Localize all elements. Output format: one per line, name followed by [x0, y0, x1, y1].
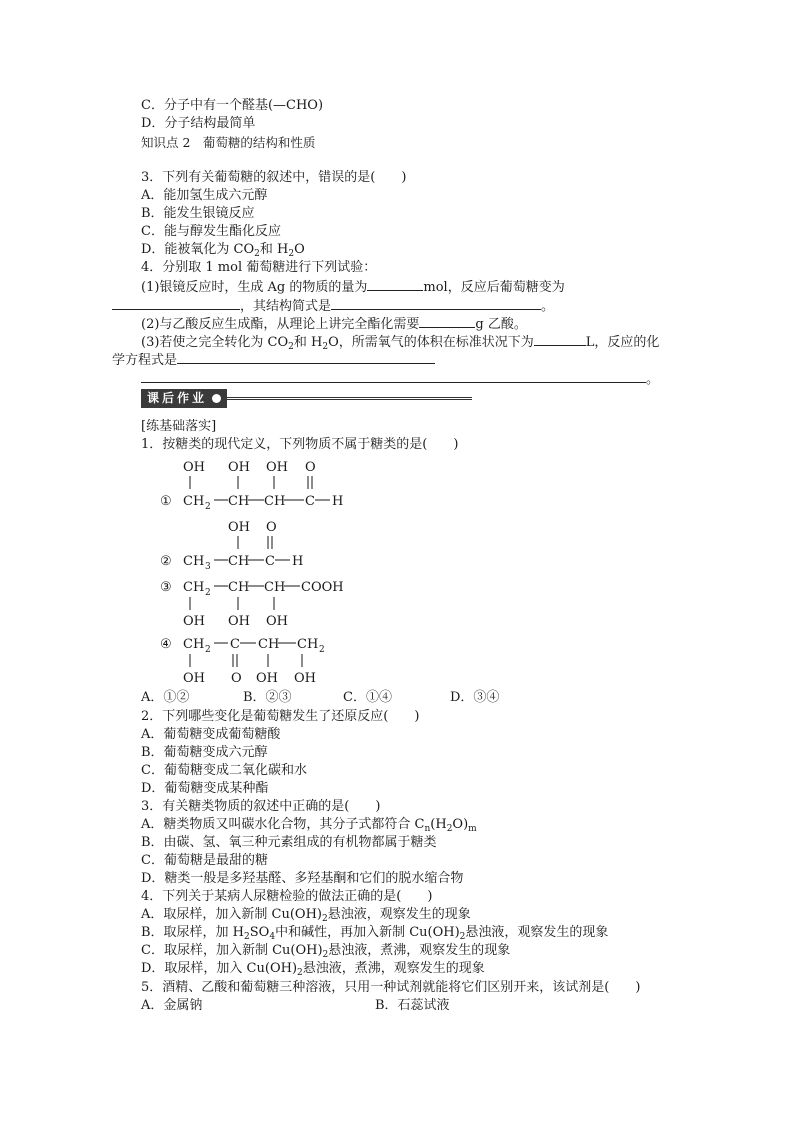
cooh-label: COOH [301, 580, 344, 595]
oh-label: OH [266, 460, 288, 475]
subsection-label: [练基础落实] [141, 419, 217, 434]
oh-label: OH [228, 614, 250, 629]
o-label: O [231, 671, 242, 686]
h-label: H [332, 494, 344, 509]
q3-stem: 3．下列有关葡萄糖的叙述中，错误的是( ) [141, 170, 407, 185]
oh-label: OH [256, 671, 278, 686]
answer-blank[interactable] [534, 332, 586, 346]
ch-label: CH [228, 494, 250, 509]
hq2-stem: 2．下列哪些变化是葡萄糖发生了还原反应( ) [141, 709, 420, 724]
hq1-option-b: B．②③ [243, 690, 292, 705]
hq2-option-a: A．葡萄糖变成葡萄糖酸 [141, 727, 281, 742]
q3-option-b: B．能发生银镜反应 [141, 206, 255, 221]
oh-label: OH [266, 614, 288, 629]
homework-banner [141, 389, 472, 408]
subscript-2: 2 [205, 645, 211, 655]
number-2: ② [160, 554, 172, 569]
oh-label: OH [183, 671, 205, 686]
oh-label: OH [183, 614, 205, 629]
ch3-label: CH [183, 554, 205, 569]
hq1-option-a: A．①② [141, 690, 190, 705]
hq4-option-a: A．取尿样，加入新制 $Cu(OH)_2$悬浊液，观察发生的现象 [141, 907, 471, 924]
ch2-label: CH [297, 637, 319, 652]
q4-part3-line: 。 [141, 369, 659, 388]
hq3-option-b: B．由碳、氢、氧三种元素组成的有机物都属于糖类 [141, 835, 437, 850]
hq4-option-d: D．取尿样，加入 $Cu(OH)_2$悬浊液，煮沸，观察发生的现象 [141, 961, 485, 978]
subscript-2: 2 [319, 645, 325, 655]
oh-label: OH [228, 520, 250, 535]
oh-label: OH [183, 460, 205, 475]
oh-label: OH [228, 460, 250, 475]
answer-blank[interactable] [177, 350, 435, 364]
hq5-stem: 5．酒精、乙酸和葡萄糖三种溶液，只用一种试剂就能将它们区别开来，该试剂是( ) [141, 980, 641, 995]
hq3-option-a: A．糖类物质又叫碳水化合物，其分子式都符合 $C_n(H_2O)_m$ [141, 817, 477, 834]
q4-part1: (1)银镜反应时，生成 Ag 的物质的量为 mol，反应后葡萄糖变为 [141, 277, 565, 296]
hq2-option-c: C．葡萄糖变成二氧化碳和水 [141, 763, 307, 778]
hq5-option-b: B．石蕊试液 [375, 998, 450, 1013]
c-label: C [265, 554, 275, 569]
answer-blank[interactable] [112, 296, 240, 310]
number-1: ① [160, 494, 172, 509]
c-label: C [230, 637, 240, 652]
o-label: O [305, 460, 316, 475]
answer-blank[interactable] [419, 314, 475, 328]
ch2-label: CH [183, 637, 205, 652]
bullet-icon [212, 394, 221, 403]
subscript-2: 2 [205, 502, 211, 512]
option-d-text: D．分子结构最简单 [141, 116, 256, 131]
ch-label: CH [258, 637, 280, 652]
hq3-option-c: C．葡萄糖是最甜的糖 [141, 853, 268, 868]
hq1-stem: 1．按糖类的现代定义，下列物质不属于糖类的是( ) [141, 437, 459, 452]
answer-blank[interactable] [141, 369, 646, 383]
c-label: C [305, 494, 315, 509]
number-3: ③ [160, 580, 172, 595]
answer-blank[interactable] [331, 296, 541, 310]
ch-label: CH [264, 580, 286, 595]
hq1-option-c: C．①④ [343, 690, 392, 705]
homework-tag: 课后作业 [141, 389, 227, 408]
ch-label: CH [228, 554, 250, 569]
hq4-option-c: C．取尿样，加入新制 $Cu(OH)_2$悬浊液，煮沸，观察发生的现象 [141, 943, 511, 960]
ch2-label: CH [183, 494, 205, 509]
q3-option-d: D．能被氧化为 $CO_2$和 $H_2O$ [141, 242, 305, 259]
q4-part1-cont: ，其结构简式是 。 [112, 296, 554, 315]
q4-part2: (2)与乙酸反应生成酯，从理论上讲完全酯化需要 g 乙酸。 [141, 314, 527, 333]
ch-label: CH [264, 494, 286, 509]
hq3-stem: 3．有关糖类物质的叙述中正确的是( ) [141, 799, 381, 814]
hq4-option-b: B．取尿样，加 $H_2SO_4$中和碱性，再加入新制 $Cu(OH)_2$悬浊液，观察发生的现象 [141, 925, 609, 942]
o-label: O [266, 520, 277, 535]
q3-option-c: C．能与醇发生酯化反应 [141, 224, 281, 239]
section-heading: 知识点 2 葡萄糖的结构和性质 [141, 135, 316, 150]
oh-label: OH [294, 671, 316, 686]
hq1-option-d: D．③④ [450, 690, 500, 705]
q4-stem: 4．分别取 1 mol 葡萄糖进行下列试验： [141, 260, 377, 275]
subscript-3: 3 [205, 562, 211, 572]
hq3-option-d: D．糖类一般是多羟基醛、多羟基酮和它们的脱水缩合物 [141, 871, 464, 886]
subscript-2: 2 [205, 588, 211, 598]
divider [227, 397, 472, 400]
q4-part3-cont: 学方程式是 [112, 350, 435, 369]
ch2-label: CH [183, 580, 205, 595]
answer-blank[interactable] [367, 277, 423, 291]
structural-formulas [150, 455, 390, 687]
hq5-option-a: A．金属钠 [141, 998, 203, 1013]
number-4: ④ [160, 637, 172, 652]
h-label: H [292, 554, 304, 569]
hq2-option-b: B．葡萄糖变成六元醇 [141, 745, 268, 760]
q3-option-a: A．能加氢生成六元醇 [141, 188, 268, 203]
ch-label: CH [228, 580, 250, 595]
hq4-stem: 4．下列关于某病人尿糖检验的做法正确的是( ) [141, 889, 433, 904]
q4-part3: (3)若使之完全转化为 $CO_2$和 $H_2O$，所需氧气的体积在标准状况下为 L，反应的化 [141, 332, 659, 351]
option-c-text: C．分子中有一个醛基(—CHO) [141, 98, 324, 113]
hq2-option-d: D．葡萄糖变成某种酯 [141, 781, 269, 796]
